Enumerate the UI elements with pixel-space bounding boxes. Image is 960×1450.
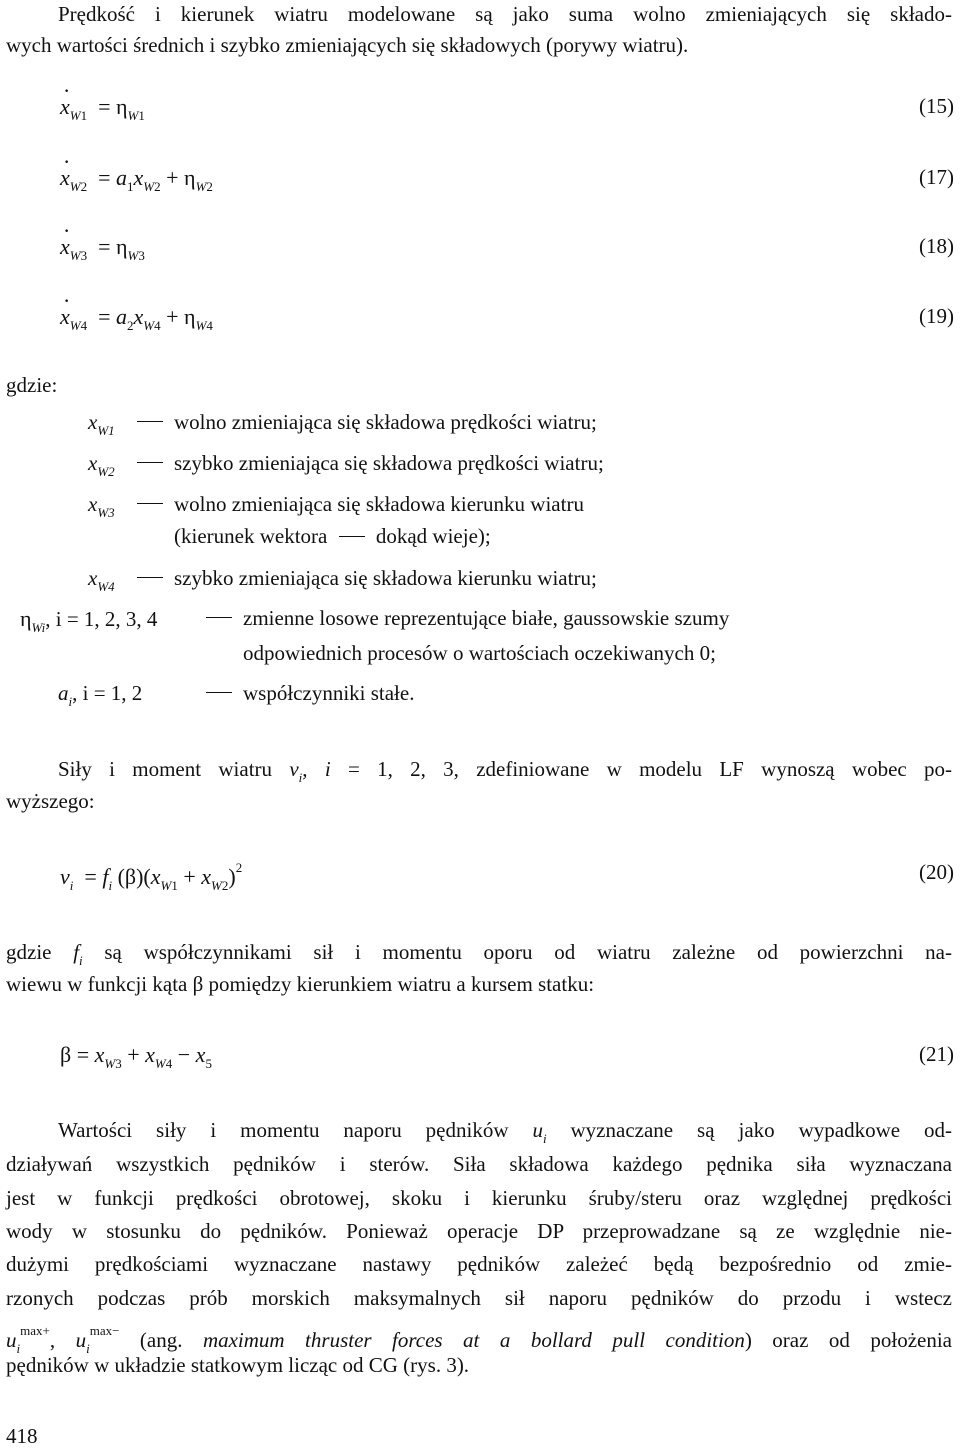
equation-18 [60, 234, 954, 264]
coeff-paragraph-line-2: wiewu w funkcji kąta β pomiędzy kierunkiem wiatru a kursem statku: [6, 972, 595, 996]
intro-line-1: Prędkość i kierunek wiatru modelowane są jako suma wolno zmieniających się składo- [58, 2, 952, 26]
page-number: 418 [6, 1424, 38, 1448]
equation-17-number: (17) [919, 165, 954, 189]
equation-19-number: (19) [919, 304, 954, 328]
equation-15 [60, 94, 954, 124]
definition-symbol: $a_i$, i = 1, 2 [58, 681, 143, 709]
definition-symbol: $x_{W4}$ [88, 566, 115, 594]
equation-15-formula: · $x_{W1} = \eta_{W1}$ [60, 94, 145, 124]
equation-17-formula: · $x_{W2} = a_1x_{W2} + \eta_{W2}$ [60, 165, 213, 195]
where-label: gdzie: [6, 373, 58, 397]
thrust-paragraph-line-8: pędników w układzie statkowym licząc od CG (rys. 3). [6, 1353, 470, 1377]
definition-inline-dash [339, 536, 365, 537]
definition-dash [206, 692, 232, 693]
definition-text: wolno zmieniająca się składowa prędkości wiatru; [174, 410, 597, 434]
definition-text: szybko zmieniająca się składowa prędkości wiatru; [174, 451, 604, 475]
definition-symbol: $x_{W3}$ [88, 492, 115, 520]
thrust-paragraph-line-1: Wartości siły i momentu naporu pędników $u_i$ wyznaczane są jako wypadkowe od- [58, 1118, 952, 1146]
definition-dash [137, 421, 163, 422]
definition-dash [137, 577, 163, 578]
forces-paragraph-line-1: Siły i moment wiatru $v_i$, i = 1, 2, 3, zdefiniowane w modelu LF wynoszą wobec po- [58, 757, 953, 785]
definition-text: wolno zmieniająca się składowa kierunku wiatru [174, 492, 584, 516]
equation-21-formula: $\beta = x_{W3} + x_{W4} - x_5$ [60, 1042, 212, 1071]
thrust-paragraph-line-3: jest w funkcji prędkości obrotowej, skoku i kierunku śruby/steru oraz względnej prędkości [6, 1186, 952, 1210]
equation-21-number: (21) [919, 1042, 954, 1066]
definition-dash [137, 462, 163, 463]
definition-text: zmienne losowe reprezentujące białe, gaussowskie szumy [243, 606, 730, 630]
equation-20-number: (20) [919, 860, 954, 884]
equation-15-number: (15) [919, 94, 954, 118]
definition-text-continued: (kierunek wektora dokąd wieje); [174, 524, 491, 548]
thrust-paragraph-line-7: $u_i^{max+}$, $u_i^{max-}$ (ang. maximum thruster forces at a bollard pull condition) oraz od położenia [6, 1323, 953, 1356]
equation-18-formula: · $x_{W3} = \eta_{W3}$ [60, 234, 145, 264]
definition-dash [137, 503, 163, 504]
definition-symbol: $x_{W2}$ [88, 451, 115, 479]
definition-text-continued: odpowiednich procesów o wartościach oczekiwanych 0; [243, 641, 716, 665]
equation-21 [60, 1042, 954, 1072]
definition-dash [206, 617, 232, 618]
thrust-paragraph-line-4: wody w stosunku do pędników. Ponieważ operacje DP przeprowadzane są ze względnie nie- [6, 1219, 952, 1243]
equation-20 [60, 860, 954, 893]
forces-paragraph-line-2: wyższego: [6, 789, 95, 813]
equation-18-number: (18) [919, 234, 954, 258]
equation-19 [60, 304, 954, 334]
equation-20-formula: $v_i = f_i$ $(\beta)(x_{W1} + x_{W2})^2$ [60, 860, 243, 893]
thrust-paragraph-line-5: dużymi prędkościami wyznaczane nastawy pędników zależeć będą bezpośrednio od zmie- [6, 1252, 952, 1276]
definition-symbol: $\eta_{Wi}$, i = 1, 2, 3, 4 [20, 606, 158, 635]
definition-text: szybko zmieniająca się składowa kierunku wiatru; [174, 566, 597, 590]
equation-17 [60, 165, 954, 195]
thrust-paragraph-line-2: działywań wszystkich pędników i sterów. Siła składowa każdego pędnika siła wyznaczana [6, 1152, 952, 1176]
equation-19-formula: · $x_{W4} = a_2x_{W4} + \eta_{W4}$ [60, 304, 213, 334]
intro-line-2: wych wartości średnich i szybko zmieniających się składowych (porywy wiatru). [6, 33, 689, 57]
definition-symbol: $x_{W1}$ [88, 410, 115, 438]
coeff-paragraph-line-1: gdzie $f_i$ są współczynnikami sił i momentu oporu od wiatru zależne od powierzchni na- [6, 940, 952, 968]
thrust-paragraph-line-6: rzonych podczas prób morskich maksymalnych sił naporu pędników do przodu i wstecz [6, 1286, 952, 1310]
definition-text: współczynniki stałe. [243, 681, 415, 705]
